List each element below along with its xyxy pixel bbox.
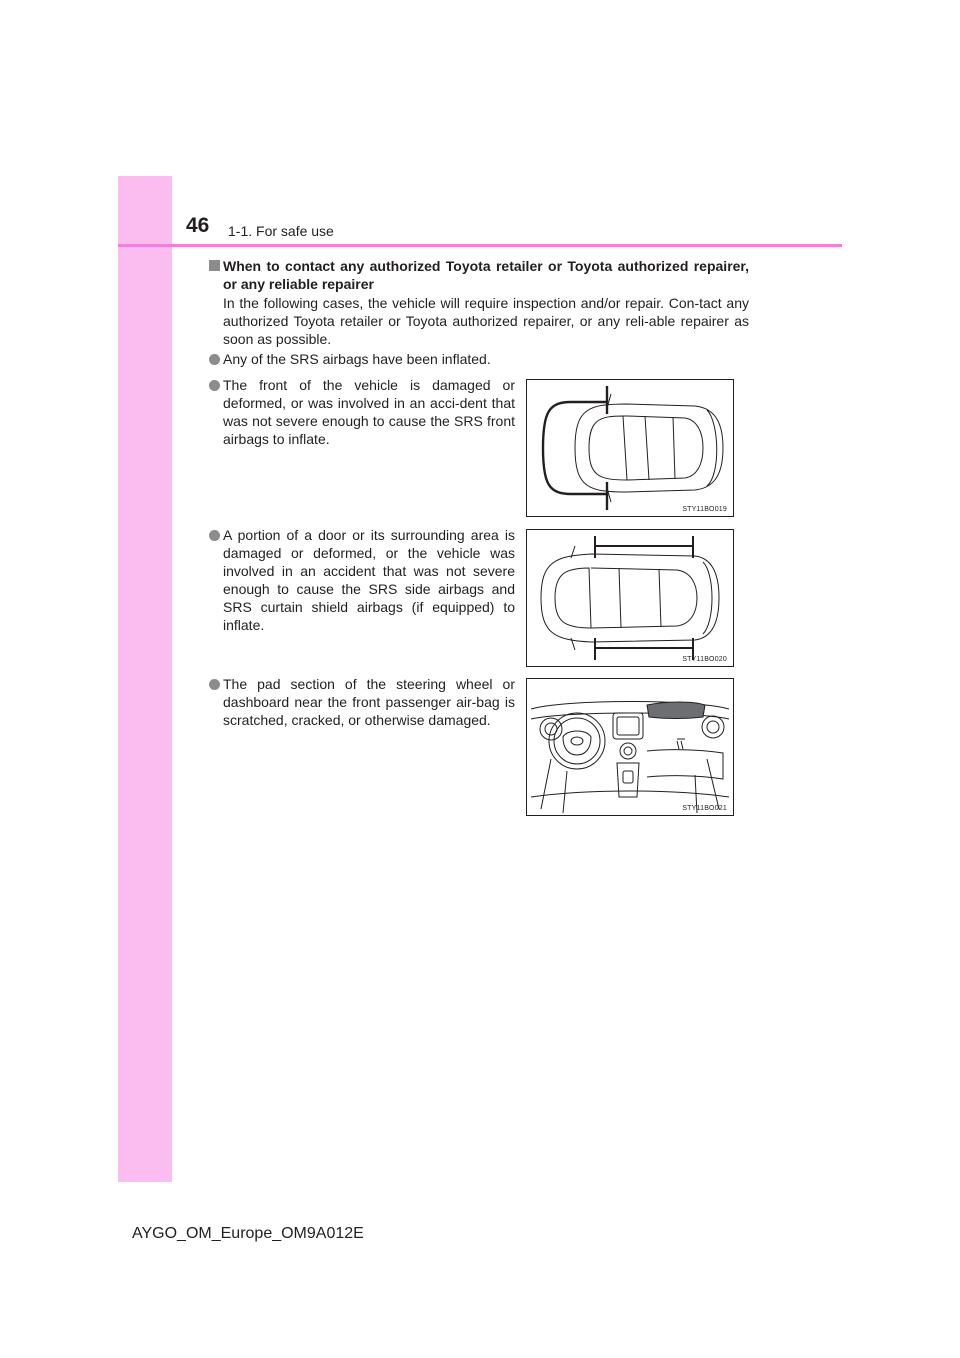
footer-document-id: AYGO_OM_Europe_OM9A012E	[132, 1225, 364, 1242]
bullet-dot-icon	[209, 380, 220, 391]
figure-front-damage	[526, 379, 734, 517]
figure-code: STY11BO021	[682, 805, 727, 812]
bullet-text: Any of the SRS airbags have been inflated.	[223, 351, 491, 367]
page-number: 46	[186, 214, 210, 237]
figure-dashboard	[526, 678, 734, 816]
side-tab-bar	[118, 176, 172, 1182]
car-top-view-side-illustration	[527, 530, 733, 666]
bullet-text: The pad section of the steering wheel or dashboard near the front passenger air-bag is scratched, cracked, or otherwise damaged.	[223, 676, 515, 728]
header-rule	[118, 244, 842, 247]
intro-paragraph: In the following cases, the vehicle will require inspection and/or repair. Con-tact any authorized Toyota retailer or Toyota authorized repairer, or any reli-able repairer as soon as possible.	[223, 295, 749, 347]
bullet-text: A portion of a door or its surrounding area is damaged or deformed, or the vehicle was involved in an accident that was not severe enough to cause the SRS side airbags and SRS curtain shield airbags (if equipped) to inflate.	[223, 527, 515, 633]
bullet-dot-icon	[209, 530, 220, 541]
bullet-text: The front of the vehicle is damaged or deformed, or was involved in an acci-dent that was not severe enough to cause the SRS front airbags to inflate.	[223, 377, 515, 447]
car-top-view-front-illustration	[527, 380, 733, 516]
bullet-dot-icon	[209, 354, 220, 365]
subheading-text: When to contact any authorized Toyota retailer or Toyota authorized repairer, or any reliable repairer	[223, 258, 749, 292]
subheading	[209, 257, 749, 293]
bullet-item	[209, 376, 515, 448]
bullet-item	[209, 526, 515, 634]
figure-code: STY11BO020	[682, 656, 727, 663]
bullet-item	[209, 675, 515, 729]
dashboard-illustration	[527, 679, 733, 815]
bullet-item	[209, 350, 749, 368]
square-bullet-icon	[209, 260, 220, 271]
section-title: 1-1. For safe use	[228, 223, 334, 239]
bullet-dot-icon	[209, 679, 220, 690]
figure-side-damage	[526, 529, 734, 667]
figure-code: STY11BO019	[682, 506, 727, 513]
